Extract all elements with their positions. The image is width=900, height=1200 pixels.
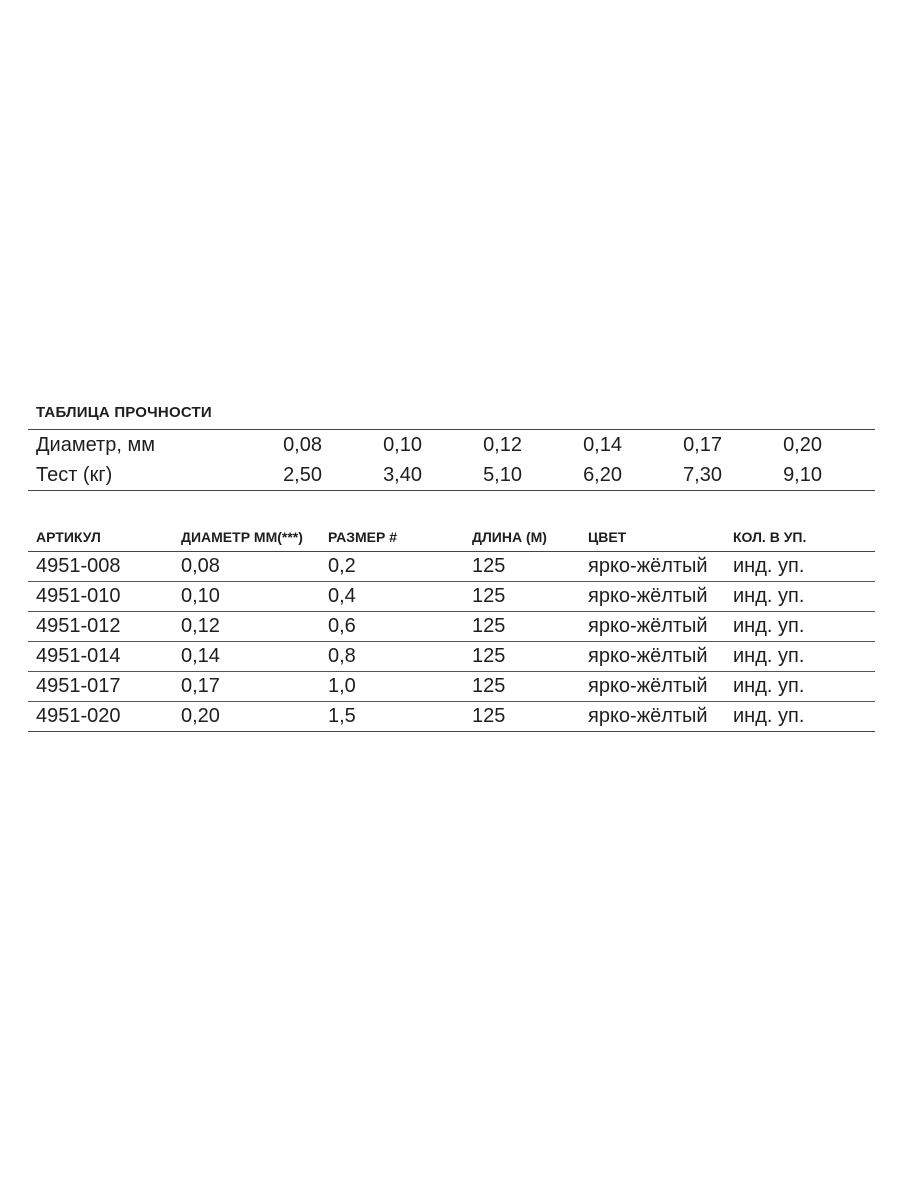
color-cell: ярко-жёлтый [588, 642, 733, 672]
color-cell: ярко-жёлтый [588, 552, 733, 582]
diameter-cell: 0,14 [181, 642, 328, 672]
header-article: АРТИКУЛ [28, 523, 181, 552]
color-cell: ярко-жёлтый [588, 702, 733, 732]
value-cell: 0,08 [198, 430, 322, 461]
length-cell: 125 [472, 582, 588, 612]
size-cell: 1,5 [328, 702, 472, 732]
pack-cell: инд. уп. [733, 672, 875, 702]
length-cell: 125 [472, 552, 588, 582]
pack-cell: инд. уп. [733, 612, 875, 642]
color-cell: ярко-жёлтый [588, 612, 733, 642]
size-cell: 1,0 [328, 672, 472, 702]
value-cell: 0,10 [322, 430, 422, 461]
article-cell: 4951-020 [28, 702, 181, 732]
header-length: ДЛИНА (М) [472, 523, 588, 552]
diameter-cell: 0,17 [181, 672, 328, 702]
strength-row-test [28, 460, 875, 491]
table-row [28, 672, 875, 702]
value-cell: 7,30 [622, 460, 722, 491]
size-cell: 0,8 [328, 642, 472, 672]
article-header-row [28, 523, 875, 552]
header-diameter: ДИАМЕТР ММ(***) [181, 523, 328, 552]
pack-cell: инд. уп. [733, 552, 875, 582]
value-cell: 5,10 [422, 460, 522, 491]
article-cell: 4951-012 [28, 612, 181, 642]
value-cell: 0,17 [622, 430, 722, 461]
row-label: Тест (кг) [28, 460, 198, 491]
strength-table [28, 429, 875, 491]
table-row [28, 582, 875, 612]
value-cell: 0,20 [722, 430, 822, 461]
header-color: ЦВЕТ [588, 523, 733, 552]
diameter-cell: 0,20 [181, 702, 328, 732]
spacer-cell [822, 430, 875, 461]
table-row [28, 702, 875, 732]
spacer-cell [822, 460, 875, 491]
diameter-cell: 0,08 [181, 552, 328, 582]
table-row [28, 642, 875, 672]
table-row [28, 552, 875, 582]
article-cell: 4951-014 [28, 642, 181, 672]
strength-row-diameter [28, 430, 875, 461]
length-cell: 125 [472, 702, 588, 732]
value-cell: 9,10 [722, 460, 822, 491]
value-cell: 3,40 [322, 460, 422, 491]
diameter-cell: 0,10 [181, 582, 328, 612]
value-cell: 0,14 [522, 430, 622, 461]
color-cell: ярко-жёлтый [588, 582, 733, 612]
article-cell: 4951-017 [28, 672, 181, 702]
diameter-cell: 0,12 [181, 612, 328, 642]
color-cell: ярко-жёлтый [588, 672, 733, 702]
value-cell: 2,50 [198, 460, 322, 491]
article-cell: 4951-010 [28, 582, 181, 612]
length-cell: 125 [472, 642, 588, 672]
size-cell: 0,4 [328, 582, 472, 612]
size-cell: 0,6 [328, 612, 472, 642]
article-cell: 4951-008 [28, 552, 181, 582]
strength-table-title: ТАБЛИЦА ПРОЧНОСТИ [36, 404, 212, 421]
pack-cell: инд. уп. [733, 642, 875, 672]
table-row [28, 612, 875, 642]
size-cell: 0,2 [328, 552, 472, 582]
pack-cell: инд. уп. [733, 582, 875, 612]
header-pack: КОЛ. В УП. [733, 523, 875, 552]
article-table [28, 523, 875, 732]
row-label: Диаметр, мм [28, 430, 198, 461]
value-cell: 6,20 [522, 460, 622, 491]
pack-cell: инд. уп. [733, 702, 875, 732]
value-cell: 0,12 [422, 430, 522, 461]
length-cell: 125 [472, 672, 588, 702]
length-cell: 125 [472, 612, 588, 642]
header-size: РАЗМЕР # [328, 523, 472, 552]
